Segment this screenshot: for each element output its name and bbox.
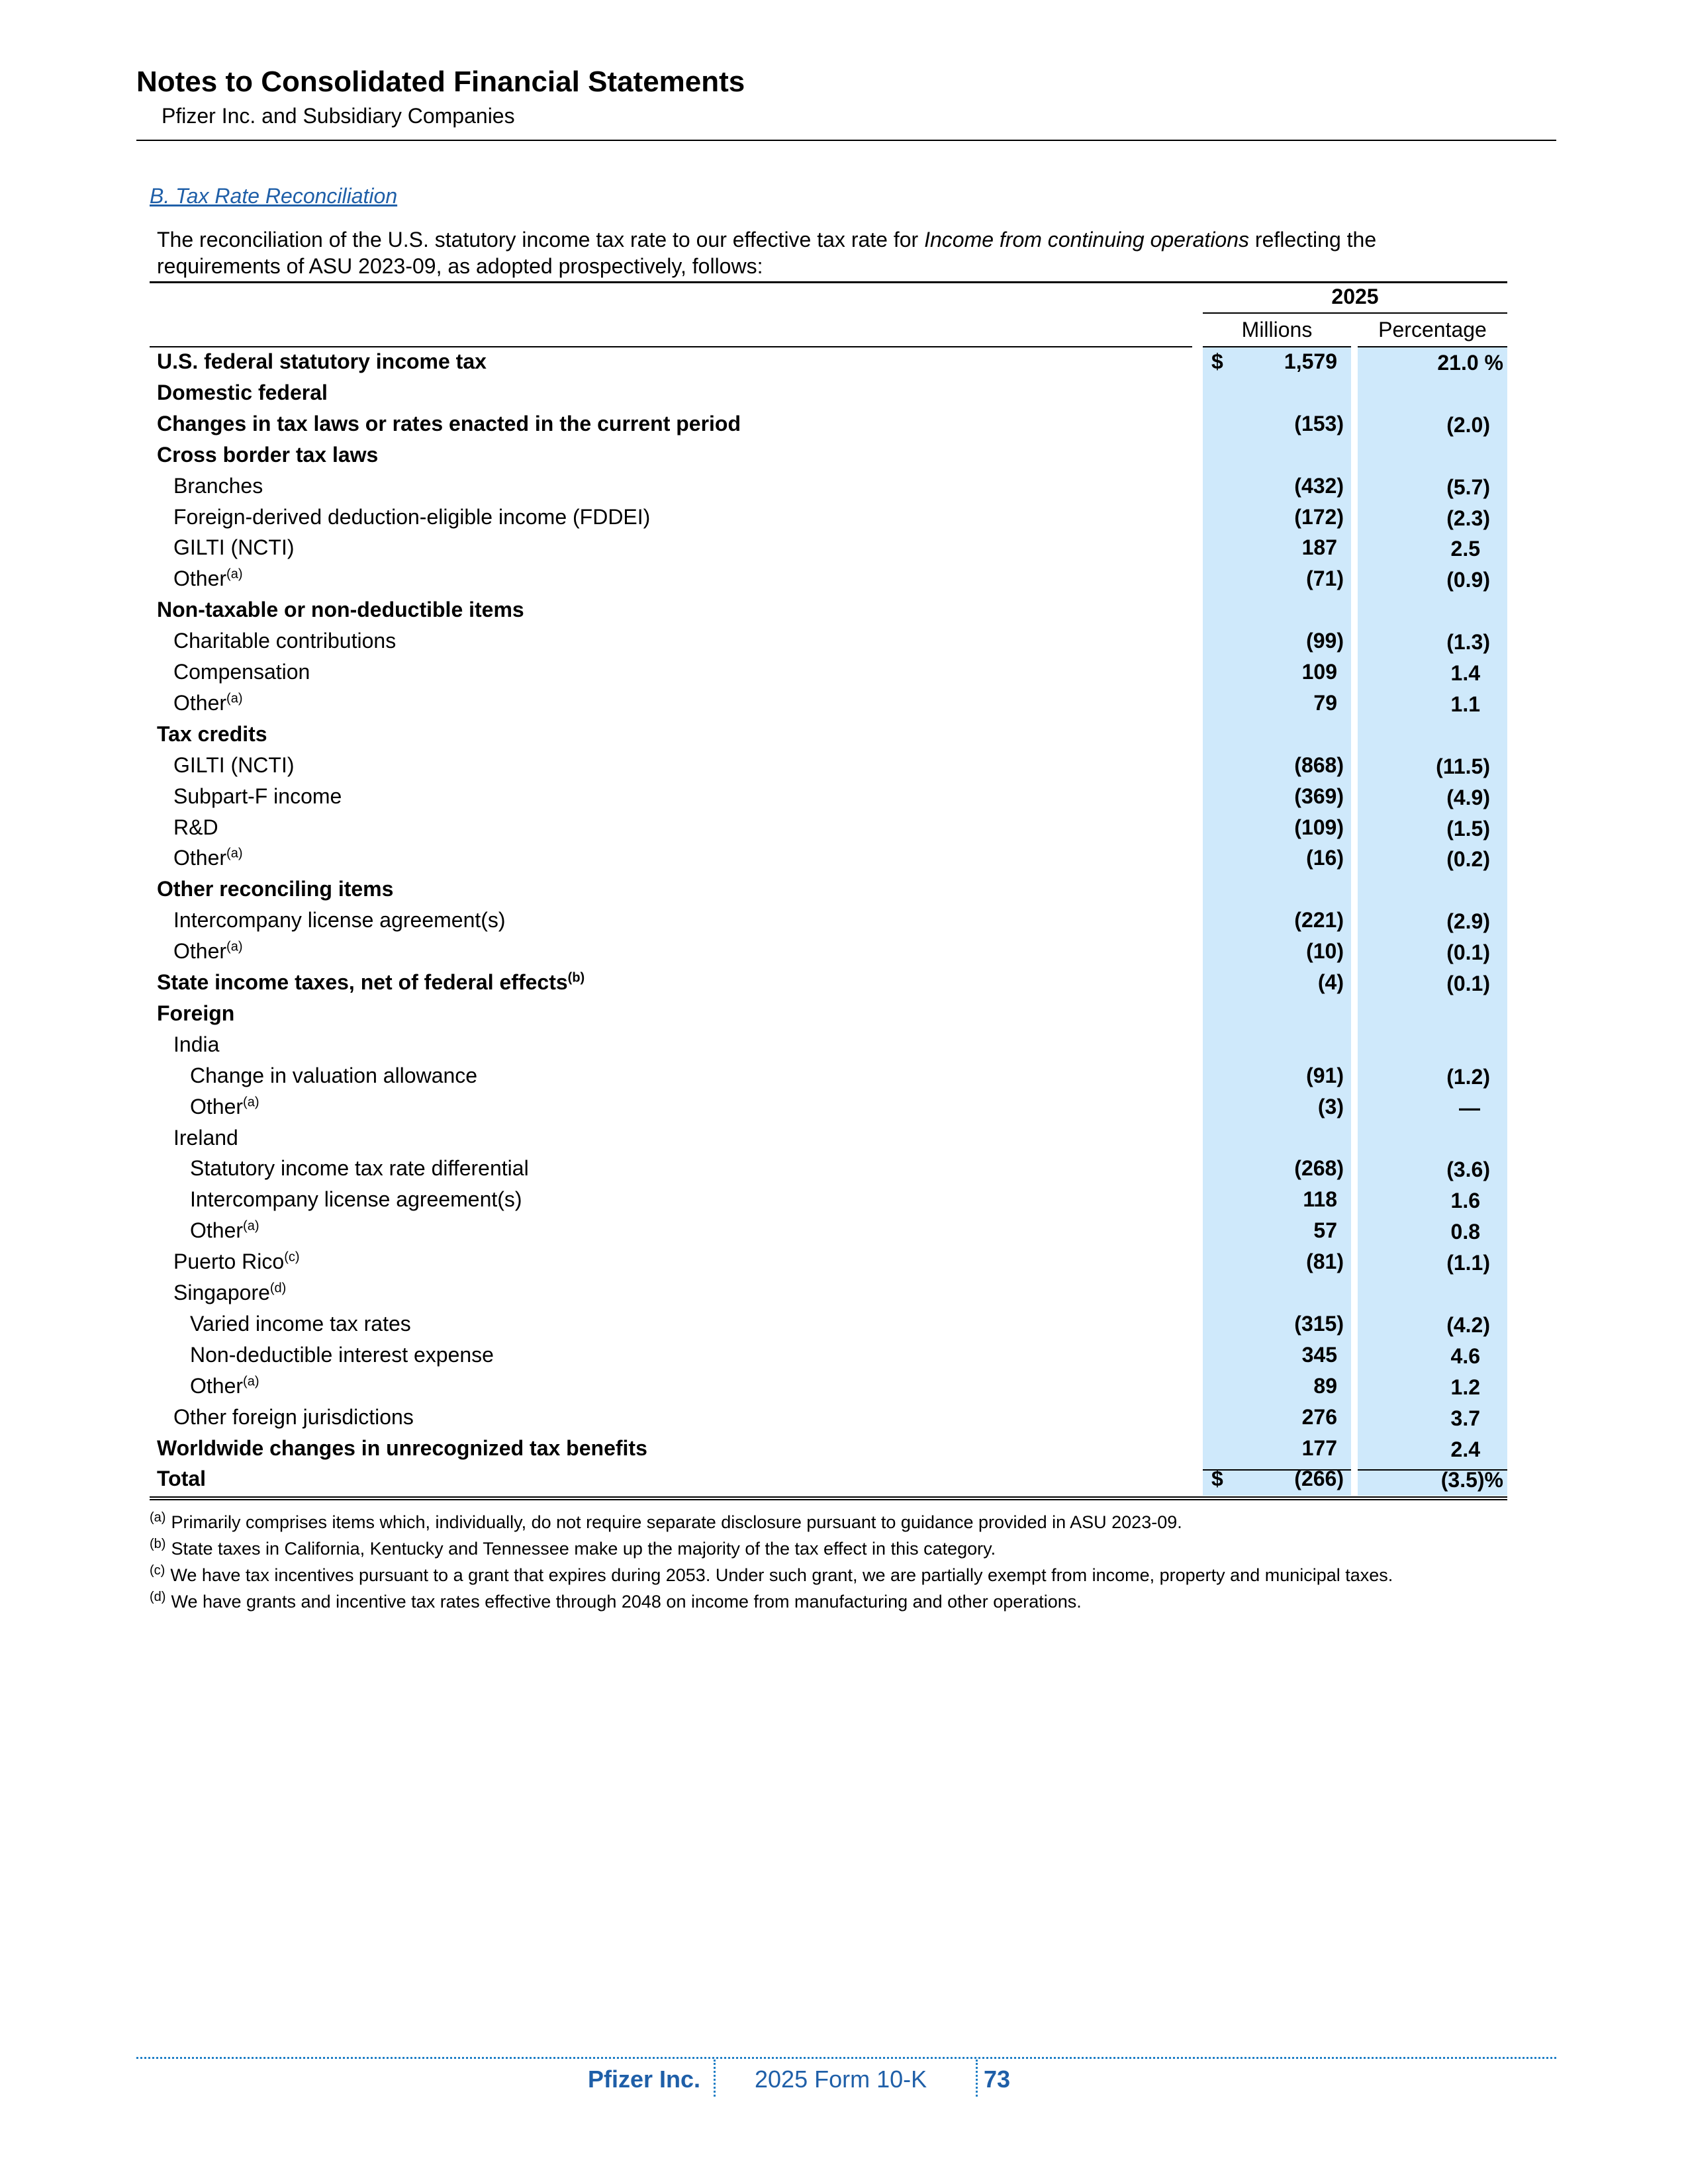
row-label-text: GILTI (NCTI) <box>173 753 295 777</box>
percentage-value: 2.4 <box>1450 1437 1480 1461</box>
row-label-text: Statutory income tax rate differential <box>190 1156 529 1180</box>
footnote <box>150 1511 1573 1533</box>
page-number: 73 <box>984 2066 1011 2093</box>
company-subtitle: Pfizer Inc. and Subsidiary Companies <box>162 104 515 128</box>
footnote-reference: (b) <box>567 970 585 985</box>
percentage-value: 1.6 <box>1450 1189 1480 1212</box>
footnote-reference: (c) <box>284 1250 300 1265</box>
row-label-text: Puerto Rico <box>173 1250 285 1273</box>
footnote-reference: (a) <box>226 846 243 861</box>
row-label <box>173 1404 414 1430</box>
millions-value: 89 <box>1313 1374 1337 1398</box>
row-label-text: Other <box>190 1218 244 1242</box>
footer-separator <box>976 2060 978 2097</box>
row-label <box>190 1373 259 1399</box>
row-label <box>157 596 524 623</box>
footnote-mark: (d) <box>150 1590 166 1604</box>
footnote-reference: (a) <box>243 1374 259 1389</box>
row-label <box>173 534 295 561</box>
percentage-value: (4.2) <box>1446 1313 1490 1337</box>
section-title: B. Tax Rate Reconciliation <box>150 184 398 208</box>
footnote <box>150 1537 1573 1560</box>
percentage-value: 2.5 <box>1450 537 1480 561</box>
year-header: 2025 <box>1331 285 1379 308</box>
row-label-text: Subpart-F income <box>173 784 342 808</box>
footnote-reference: (a) <box>226 567 243 582</box>
intro-text-before: The reconciliation of the U.S. statutory income tax rate to our effective tax rate for <box>157 228 925 251</box>
millions-value: (91) <box>1306 1064 1344 1087</box>
row-label <box>157 969 585 995</box>
row-label-text: Tax credits <box>157 722 267 746</box>
intro-text-after: reflecting the requirements of ASU 2023-09, as adopted prospectively, follows: <box>157 228 1377 278</box>
footer-form-label: 2025 Form 10-K <box>755 2066 927 2093</box>
millions-value: 1,579 <box>1284 349 1337 373</box>
row-label <box>173 938 242 964</box>
row-label <box>173 627 396 654</box>
footnote-reference: (a) <box>243 1095 259 1110</box>
percentage-value: (0.2) <box>1446 847 1490 871</box>
millions-value: (369) <box>1294 784 1344 808</box>
footnote-mark: (a) <box>150 1510 166 1525</box>
millions-value: (432) <box>1294 474 1344 498</box>
percentage-value: (2.9) <box>1446 909 1490 933</box>
row-label <box>190 1310 411 1337</box>
footnote-text: Primarily comprises items which, individually, do not require separate disclosure pursuant to guidance provided in ASU 2023-09. <box>171 1512 1182 1532</box>
footer-separator <box>714 2060 716 2097</box>
row-label-text: Varied income tax rates <box>190 1312 411 1336</box>
footnote-reference: (a) <box>243 1218 259 1234</box>
millions-value: (3) <box>1317 1095 1344 1118</box>
percentage-value: (11.5) <box>1436 754 1490 778</box>
row-label-text: Other <box>173 691 227 715</box>
year-underline <box>1203 312 1507 314</box>
total-top-rule-percentage <box>1358 1469 1507 1471</box>
row-label-text: Other <box>190 1374 244 1398</box>
millions-value: (4) <box>1317 970 1344 994</box>
millions-value: (71) <box>1306 567 1344 590</box>
percentage-value: 1.2 <box>1450 1375 1480 1399</box>
header-bottom-rule <box>150 346 1192 347</box>
intro-text-italic: Income from continuing operations <box>924 228 1250 251</box>
row-label <box>173 1031 219 1058</box>
percentage-value: (3.5)% <box>1440 1468 1503 1492</box>
footer-company: Pfizer Inc. <box>588 2066 701 2093</box>
percentage-value: — <box>1459 1096 1480 1120</box>
millions-value: (868) <box>1294 753 1344 777</box>
row-label <box>173 1124 238 1151</box>
percentage-value: 4.6 <box>1450 1344 1480 1368</box>
percentage-value: (1.5) <box>1446 817 1490 841</box>
row-label-text: Compensation <box>173 660 310 684</box>
row-label <box>173 752 295 778</box>
footnote-text: We have tax incentives pursuant to a grant that expires during 2053. Under such grant, we are partially exempt from income, property and municipal taxes. <box>170 1565 1393 1585</box>
footnote-reference: (a) <box>226 939 243 954</box>
percentage-value: (1.1) <box>1446 1251 1490 1275</box>
millions-value: (109) <box>1294 815 1344 839</box>
row-label <box>173 659 310 685</box>
millions-value: 276 <box>1301 1405 1337 1429</box>
millions-value: 118 <box>1303 1187 1337 1211</box>
millions-value: 57 <box>1313 1218 1337 1242</box>
row-label-text: Domestic federal <box>157 381 328 404</box>
millions-value: (16) <box>1306 846 1344 870</box>
row-label-text: Branches <box>173 474 263 498</box>
row-label <box>173 1248 300 1275</box>
row-label-text: Intercompany license agreement(s) <box>173 908 506 932</box>
row-label <box>157 1435 647 1461</box>
currency-symbol: $ <box>1211 1467 1223 1490</box>
row-label <box>190 1062 477 1089</box>
row-label-text: India <box>173 1032 220 1056</box>
footnote <box>150 1564 1573 1586</box>
millions-value: 177 <box>1301 1436 1337 1460</box>
row-label-text: Non-taxable or non-deductible items <box>157 598 524 621</box>
row-label-text: Other reconciling items <box>157 877 394 901</box>
millions-value: (10) <box>1306 939 1344 963</box>
millions-value: (153) <box>1294 412 1344 435</box>
millions-value: 79 <box>1313 691 1337 715</box>
row-label <box>173 1279 286 1306</box>
percentage-header-rule <box>1358 346 1507 347</box>
millions-value: (81) <box>1306 1250 1344 1273</box>
total-double-rule <box>150 1496 1507 1500</box>
millions-value: (268) <box>1294 1156 1344 1180</box>
row-label <box>173 844 242 871</box>
row-label <box>190 1155 529 1181</box>
percentage-value: (1.3) <box>1446 630 1490 654</box>
footnote-reference: (d) <box>269 1281 287 1296</box>
footnote-mark: (c) <box>150 1563 165 1578</box>
footnote <box>150 1590 1573 1613</box>
footnote-text: We have grants and incentive tax rates effective through 2048 on income from manufacturing and other operations. <box>171 1592 1082 1612</box>
row-label-text: Total <box>157 1467 207 1490</box>
row-label-text: Ireland <box>173 1126 238 1150</box>
percentage-value: (0.9) <box>1446 568 1490 592</box>
row-label <box>157 410 741 437</box>
millions-value: (99) <box>1306 629 1344 653</box>
row-label-text: Charitable contributions <box>173 629 397 653</box>
millions-header-rule <box>1203 346 1351 347</box>
millions-value: 187 <box>1301 535 1337 559</box>
row-label-text: Intercompany license agreement(s) <box>190 1187 522 1211</box>
millions-value: 345 <box>1301 1343 1337 1367</box>
row-label-text: Foreign <box>157 1001 235 1025</box>
millions-header: Millions <box>1241 318 1313 341</box>
row-label <box>173 907 506 933</box>
row-label <box>157 1465 206 1492</box>
row-label-text: GILTI (NCTI) <box>173 535 295 559</box>
row-label-text: R&D <box>173 815 218 839</box>
row-label <box>157 721 267 747</box>
row-label-text: Cross border tax laws <box>157 443 379 467</box>
row-label <box>173 783 342 809</box>
row-label <box>173 565 242 592</box>
row-label <box>157 348 487 375</box>
row-label-text: Foreign-derived deduction-eligible income (FDDEI) <box>173 505 651 529</box>
footer-divider <box>136 2057 1556 2059</box>
row-label-text: Singapore <box>173 1281 270 1304</box>
row-label <box>173 504 650 530</box>
percentage-value: (3.6) <box>1446 1158 1490 1181</box>
row-label <box>157 876 393 902</box>
row-label-text: Other <box>190 1095 244 1118</box>
percentage-value: 1.1 <box>1450 692 1480 716</box>
footnote-reference: (a) <box>226 691 243 706</box>
row-label-text: Other <box>173 846 227 870</box>
percentage-value: (2.3) <box>1446 506 1490 530</box>
percentage-value: (4.9) <box>1446 786 1490 809</box>
millions-value: (172) <box>1294 505 1344 529</box>
millions-value: (315) <box>1294 1312 1344 1336</box>
percentage-value: 3.7 <box>1450 1406 1480 1430</box>
row-label-text: Changes in tax laws or rates enacted in the current period <box>157 412 741 435</box>
row-label-text: Other <box>173 939 227 963</box>
row-label-text: Change in valuation allowance <box>190 1064 478 1087</box>
percentage-header: Percentage <box>1378 318 1487 341</box>
row-label <box>173 690 242 716</box>
percentage-value: (0.1) <box>1446 940 1490 964</box>
page-title: Notes to Consolidated Financial Statements <box>136 66 745 98</box>
row-label <box>190 1217 259 1244</box>
percentage-value: (0.1) <box>1446 972 1490 995</box>
millions-value: (266) <box>1294 1467 1344 1490</box>
row-label <box>173 814 218 841</box>
row-label <box>157 1000 234 1026</box>
footnote-text: State taxes in California, Kentucky and Tennessee make up the majority of the tax effect in this category. <box>171 1539 996 1559</box>
millions-value: (221) <box>1294 908 1344 932</box>
row-label-text: U.S. federal statutory income tax <box>157 349 487 373</box>
percentage-value: (2.0) <box>1446 413 1490 437</box>
row-label <box>190 1342 494 1368</box>
percentage-value: 1.4 <box>1450 661 1480 685</box>
row-label-text: Other foreign jurisdictions <box>173 1405 414 1429</box>
percentage-value: (1.2) <box>1446 1065 1490 1089</box>
row-label <box>157 379 328 406</box>
row-label-text: Non-deductible interest expense <box>190 1343 494 1367</box>
percentage-value: 21.0 % <box>1437 351 1503 375</box>
percentage-value: (5.7) <box>1446 475 1490 499</box>
total-top-rule-millions <box>1203 1469 1351 1471</box>
row-label <box>190 1093 259 1120</box>
row-label <box>157 441 378 468</box>
row-label <box>173 473 263 499</box>
footnote-mark: (b) <box>150 1537 166 1551</box>
row-label-text: Worldwide changes in unrecognized tax benefits <box>157 1436 647 1460</box>
row-label-text: State income taxes, net of federal effects <box>157 970 568 994</box>
row-label <box>190 1186 522 1212</box>
millions-value: 109 <box>1301 660 1337 684</box>
percentage-value: 0.8 <box>1450 1220 1480 1244</box>
currency-symbol: $ <box>1211 349 1223 373</box>
row-label-text: Other <box>173 567 227 590</box>
